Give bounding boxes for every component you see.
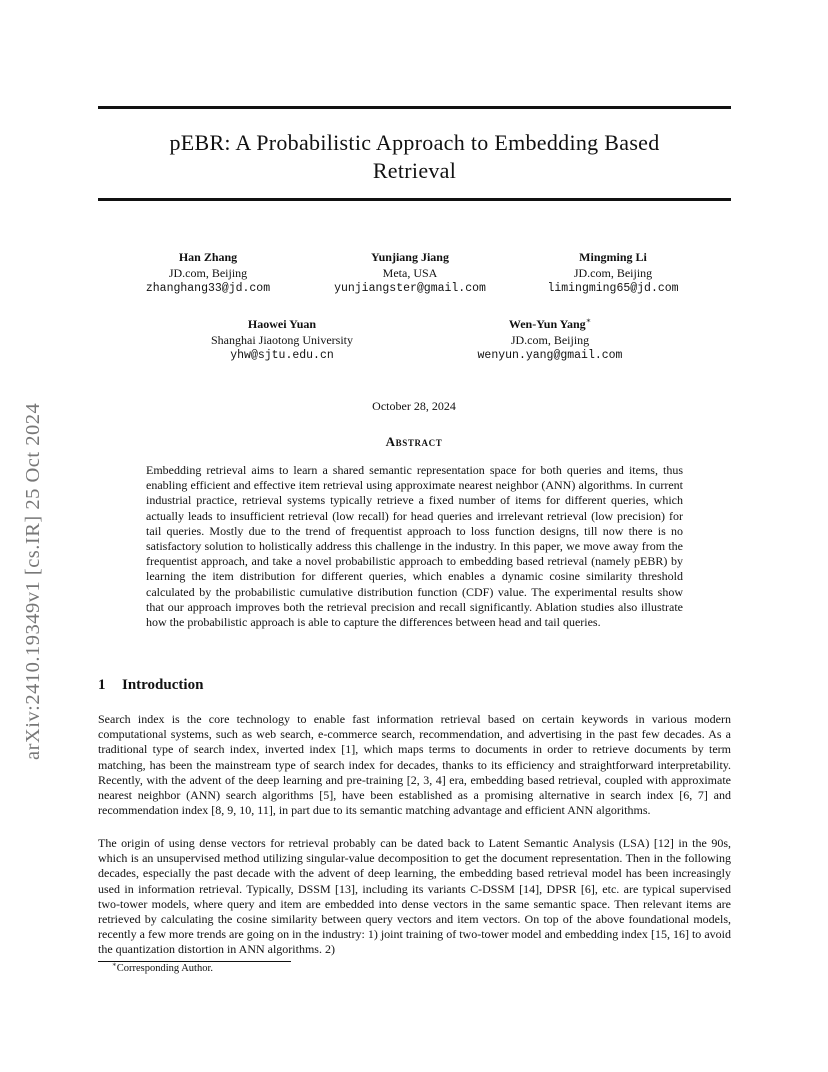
author-name: Yunjiang Jiang [371, 250, 449, 264]
section-title: Introduction [122, 677, 204, 693]
author-email[interactable]: zhanghang33@jd.com [145, 282, 271, 295]
footnote-rule [98, 961, 291, 962]
footnote [112, 960, 214, 974]
section-number: 1 [98, 677, 106, 693]
author-name [440, 317, 660, 333]
author-affiliation: JD.com, Beijing [573, 265, 653, 280]
author-email[interactable]: wenyun.yang@gmail.com [477, 349, 623, 362]
author-email[interactable]: yhw@sjtu.edu.cn [230, 349, 334, 362]
author-name-text: Wen-Yun Yang [508, 317, 586, 331]
intro-paragraph-2: The origin of using dense vectors for retrieval probably can be dated back to Latent Semantic Analysis (LSA) [12] in the 90s, which is an unsupervised method utilizing singular-value decomposition to get the document representation. Then in the following decades, especially the past decade with the advent of deep learning, the embedding based retrieval model has been increasingly used in information retrieval. Typically, DSSM [13], including its variants C-DSSM [14], DPSR [6], etc. are typical supervised two-tower models, where query and item are embedded into dense vectors in the same semantic space. Then relevant items are retrieved by calculating the cosine similarity between query vectors and item vectors. On top of the above foundational models, recently a few more trends are going on in the industry: 1) joint training of two-tower model and embedding index [15, 16] to avoid the quantization distortion in ANN algorithms. 2) [98, 836, 731, 957]
author-email[interactable]: yunjiangster@gmail.com [334, 282, 486, 295]
title-line-2: Retrieval [372, 158, 457, 183]
author-name: Mingming Li [579, 250, 647, 264]
author-email[interactable]: limingming65@jd.com [547, 282, 679, 295]
author-block [98, 250, 318, 297]
paper-title [98, 129, 731, 185]
section-heading [98, 677, 203, 694]
author-block [172, 317, 392, 364]
author-affiliation: Meta, USA [382, 265, 438, 280]
abstract-text: Embedding retrieval aims to learn a shared semantic representation space for both queries and items, thus enabling efficient and effective item retrieval using approximate nearest neighbor (ANN) algorithms. In current industrial practice, retrieval systems typically retrieve a fixed number of items for different queries, which actually leads to insufficient retrieval (low recall) for head queries and irrelevant retrieval (low precision) for tail queries. Mostly due to the trend of frequentist approach to loss function designs, till now there is no satisfactory solution to holistically address this challenge in the industry. In this paper, we move away from the frequentist approach, and take a novel probabilistic approach to embedding based retrieval (namely pEBR) by learning the item distribution for different queries, which enables a dynamic cosine similarity threshold calculated by the probabilistic cumulative distribution function (CDF) value. The experimental results show that our approach improves both the retrieval precision and recall significantly. Ablation studies also illustrate how the probabilistic approach is able to capture the differences between head and tail queries. [146, 463, 683, 630]
intro-paragraph-1: Search index is the core technology to enable fast information retrieval based on certain keywords in various modern computational systems, such as web search, e-commerce search, recommendation, and advertising in the past few decades. As a traditional type of search index, inverted index [1], which maps terms to documents in order to retrieve documents by term matching, has been the mainstream type of search index for decades, thanks to its efficiency and straightforward interpretability. Recently, with the advent of the deep learning and pre-training [2, 3, 4] era, embedding based retrieval, coupled with approximate nearest neighbor (ANN) search algorithms [5], have been established as a promising alternative in search index [6, 7] and recommendation index [8, 9, 10, 11], in part due to its semantic matching advantage and efficient ANN algorithms. [98, 712, 731, 818]
abstract-heading: Abstract [385, 434, 443, 449]
corresponding-mark[interactable]: ∗ [585, 316, 592, 325]
publication-date: October 28, 2024 [372, 399, 456, 413]
author-name: Haowei Yuan [247, 317, 317, 331]
author-affiliation: Shanghai Jiaotong University [211, 332, 353, 347]
author-block [300, 250, 520, 297]
title-rule-bottom [98, 198, 731, 201]
author-name: Han Zhang [178, 250, 238, 264]
author-block [503, 250, 723, 297]
author-affiliation: JD.com, Beijing [510, 332, 590, 347]
author-affiliation: JD.com, Beijing [168, 265, 248, 280]
footnote-text: Corresponding Author. [116, 963, 214, 974]
title-line-1: pEBR: A Probabilistic Approach to Embedding Based [169, 130, 660, 155]
author-block [440, 317, 660, 364]
arxiv-identifier: arXiv:2410.19349v1 [cs.IR] 25 Oct 2024 [22, 402, 44, 760]
footnote-mark: ∗ [112, 960, 117, 969]
title-rule-top [98, 106, 731, 109]
